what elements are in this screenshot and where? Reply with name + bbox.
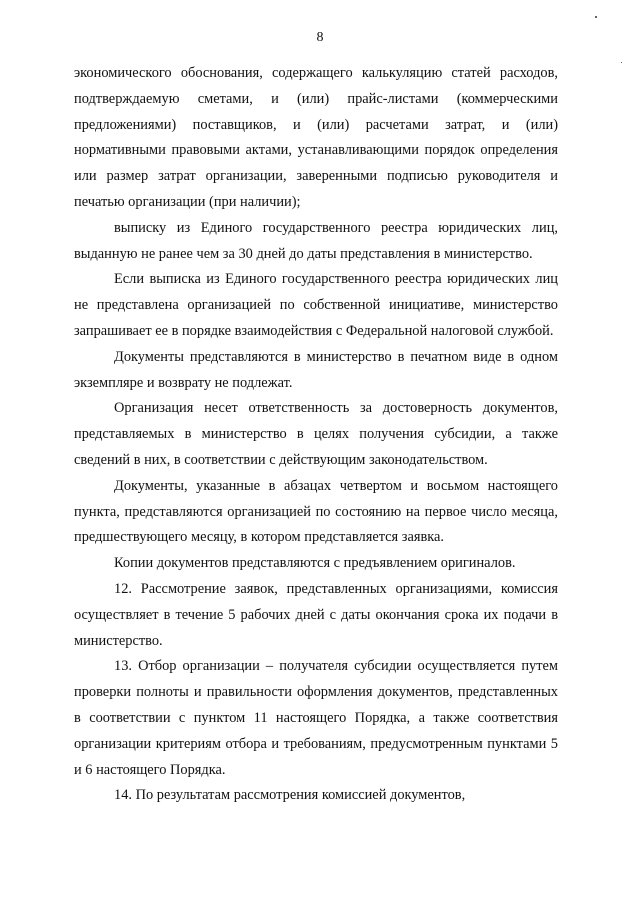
paragraph: выписку из Единого государственного реестра юридических лиц, выданную не ранее чем за 30 дней до даты представления в министерство.	[74, 219, 558, 262]
page-number: 8	[316, 30, 324, 45]
paragraph: 14. По результатам рассмотрения комиссией документов,	[114, 787, 466, 804]
paragraph: Документы, указанные в абзацах четвертом и восьмом настоящего пункта, представляются организацией по состоянию на первое число месяца, предшествующего месяцу, в котором представляется заявка.	[74, 477, 558, 546]
paragraph: Если выписка из Единого государственного реестра юридических лиц не представлена организацией по собственной инициативе, министерство запрашивает ее в порядке взаимодействия с Федеральной налоговой службой.	[74, 271, 558, 339]
paragraph: 12. Рассмотрение заявок, представленных организациями, комиссия осуществляет в течение 5 рабочих дней с даты окончания срока их подачи в министерство.	[74, 580, 558, 649]
paragraph: экономического обоснования, содержащего калькуляцию статей расходов, подтверждаемую сметами, и (или) прайс-листами (коммерческими предложениями) поставщиков, и (или) расчетами затрат, и (или) нормативными правовыми актами, устанавливающими порядок определения или размер затрат организации, заверенными подписью руководителя и печатью организации (при наличии);	[74, 65, 558, 210]
document-body	[74, 61, 558, 809]
paragraph: Копии документов представляются с предъявлением оригиналов.	[114, 555, 516, 572]
scan-speck	[595, 16, 597, 18]
scan-speck	[621, 62, 622, 63]
paragraph: 13. Отбор организации – получателя субсидии осуществляется путем проверки полноты и правильности оформления документов, представленных в соответствии с пунктом 11 настоящего Порядка, а также соответствия организации критериям отбора и требованиям, предусмотренным пунктами 5 и 6 настоящего Порядка.	[74, 658, 558, 778]
paragraph: Организация несет ответственность за достоверность документов, представляемых в министерство в целях получения субсидии, а также сведений в них, в соответствии с действующим законодательством.	[74, 400, 558, 468]
paragraph: Документы представляются в министерство в печатном виде в одном экземпляре и возврату не подлежат.	[74, 348, 558, 391]
